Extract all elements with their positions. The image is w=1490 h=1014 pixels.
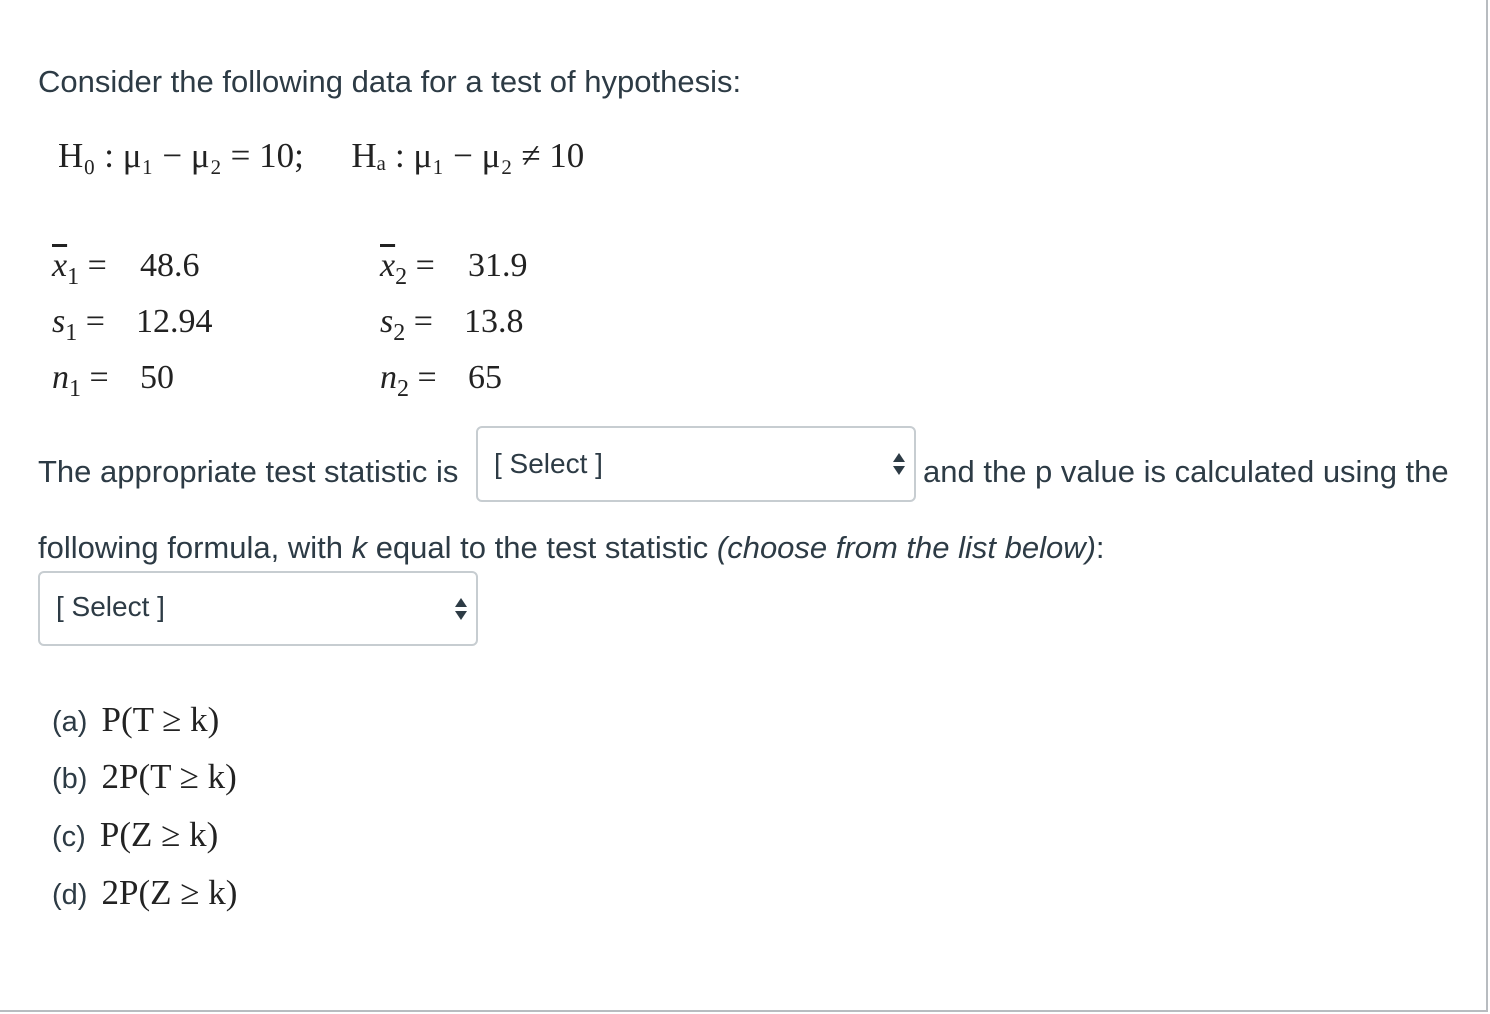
question-line2-d: : — [1095, 530, 1105, 565]
option-b — [52, 757, 237, 799]
option-d-formula: 2P(Z ≥ k) — [101, 873, 238, 912]
hypotheses — [58, 134, 584, 178]
s1-row: $s_1$ = 12.94 — [52, 303, 213, 346]
option-a-formula: P(T ≥ k) — [101, 700, 220, 739]
question-line2-c: (choose from the list below) — [716, 530, 1096, 565]
xbar2-value: 31.9 — [468, 247, 528, 284]
option-b-formula: 2P(T ≥ k) — [101, 757, 237, 796]
option-d-label: (d) — [52, 879, 88, 911]
test-statistic-select-value: [ Select ] — [494, 448, 603, 479]
n2-row: $n_2$ = 65 — [380, 359, 502, 402]
n1-value: 50 — [140, 359, 174, 396]
select-arrows-icon — [892, 450, 906, 478]
test-statistic-select[interactable] — [476, 426, 916, 502]
question-text-part2: and the p value is calculated using the — [923, 454, 1449, 489]
question-line2-a: following formula, with — [38, 530, 352, 565]
xbar1-value: 48.6 — [140, 247, 200, 284]
xbar1-row: $\overline{x}_1$ = 48.6 — [52, 247, 200, 290]
option-c-label: (c) — [52, 821, 86, 853]
select-arrows-icon — [454, 595, 468, 623]
formula-select[interactable] — [38, 571, 478, 646]
s1-value: 12.94 — [136, 303, 213, 340]
option-a — [52, 700, 219, 742]
option-d — [52, 873, 237, 915]
option-a-label: (a) — [52, 706, 88, 738]
xbar2-row: $\overline{x}_2$ = 31.9 — [380, 247, 528, 290]
formula-select-value: [ Select ] — [56, 591, 165, 622]
n2-value: 65 — [468, 359, 502, 396]
option-c-formula: P(Z ≥ k) — [99, 815, 219, 854]
option-b-label: (b) — [52, 763, 88, 795]
option-c — [52, 815, 218, 857]
n1-row: $n_1$ = 50 — [52, 359, 174, 402]
s2-row: $s_2$ = 13.8 — [380, 303, 524, 346]
question-text-line2 — [38, 526, 1105, 570]
intro-text: Consider the following data for a test of hypothesis: — [38, 64, 742, 99]
question-k: k — [351, 530, 368, 565]
question-text-part1: The appropriate test statistic is — [38, 454, 459, 489]
s2-value: 13.8 — [464, 303, 524, 340]
alternative-hypothesis: Hₐ : μ₁ − μ₂ ≠ 10 — [351, 136, 585, 175]
null-hypothesis: H₀ : μ₁ − μ₂ = 10; — [58, 136, 304, 175]
question-line2-b: equal to the test statistic — [367, 530, 717, 565]
